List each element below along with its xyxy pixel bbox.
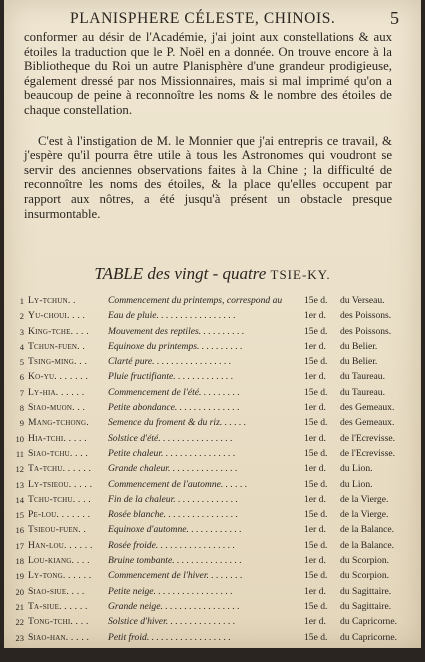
table-title-main: TABLE des vingt - quatre: [94, 264, 267, 283]
term-description: Grande chaleur. . . . . . . . . . . . . . .: [108, 463, 238, 475]
term-degree: 15e d.: [304, 325, 328, 337]
table-row: [4, 632, 421, 647]
zodiac-sign: des Poissons.: [340, 325, 392, 337]
table-row: [4, 616, 421, 631]
zodiac-sign: du Lion.: [340, 463, 373, 475]
table-title-caps: TSIE-KY.: [270, 267, 331, 282]
term-degree: 1er d.: [304, 402, 326, 414]
table-row: [4, 463, 421, 478]
term-number: 15: [15, 510, 24, 521]
term-description: Rosée blanche. . . . . . . . . . . . . . . .: [108, 509, 239, 521]
term-name: Ly-hia. . . . . .: [28, 386, 85, 398]
term-number: 7: [19, 387, 24, 398]
table-row: [4, 417, 421, 432]
term-name: Tchu-tchu. . . .: [28, 493, 91, 505]
term-name: Siao-han. . . . .: [28, 631, 90, 643]
zodiac-sign: du Capricorne.: [340, 631, 398, 643]
term-description: Petite chaleur. . . . . . . . . . . . . . . .: [108, 447, 236, 459]
term-number: 5: [19, 357, 24, 368]
term-degree: 15e d.: [304, 295, 328, 306]
term-degree: 15e d.: [304, 539, 328, 551]
term-degree: 1er d.: [304, 432, 326, 444]
table-row: [4, 326, 421, 341]
term-degree: 15e d.: [304, 600, 328, 612]
term-description: Petit froid. . . . . . . . . . . . . . . . . .: [108, 631, 231, 643]
page-header: [4, 10, 421, 32]
term-description: Commencement de l'automne. . . . . .: [108, 478, 248, 490]
table-row: [4, 601, 421, 616]
zodiac-sign: du Sagittaire.: [340, 585, 392, 597]
term-name: Ko-yu. . . . . . .: [28, 371, 89, 383]
zodiac-sign: de la Vierge.: [340, 509, 389, 521]
zodiac-sign: de l'Ecrevisse.: [340, 432, 396, 444]
term-degree: 15e d.: [304, 631, 328, 643]
zodiac-sign: du Sagittaire.: [340, 600, 392, 612]
term-name: Yu-choui. . . .: [28, 310, 86, 322]
zodiac-sign: de la Balance.: [340, 539, 395, 551]
table-row: [4, 509, 421, 524]
term-degree: 15e d.: [304, 447, 328, 459]
table-row: [4, 555, 421, 570]
term-name: Tong-tchi. . . .: [28, 616, 89, 628]
term-number: 10: [15, 433, 24, 444]
running-title: PLANISPHERE CÉLESTE, CHINOIS.: [70, 10, 336, 27]
term-number: 3: [19, 326, 24, 337]
term-degree: 15e d.: [304, 570, 328, 582]
term-number: 22: [15, 617, 24, 628]
term-degree: 1er d.: [304, 371, 326, 383]
term-description: Rosée froide. . . . . . . . . . . . . . . . .: [108, 539, 236, 551]
term-degree: 1er d.: [304, 340, 326, 352]
table-row: [4, 494, 421, 509]
term-description: Petite abondance. . . . . . . . . . . . . .: [108, 402, 240, 414]
term-description: Bruine tombante. . . . . . . . . . . . . . .: [108, 555, 242, 567]
zodiac-sign: des Poissons.: [340, 310, 392, 322]
term-description: Petite neige. . . . . . . . . . . . . . . . .: [108, 585, 233, 597]
zodiac-sign: du Verseau.: [340, 646, 385, 658]
term-degree: 1er d.: [304, 493, 326, 505]
term-degree: 15e d.: [304, 417, 328, 429]
term-description: Commencement de l'été. . . . . . . . .: [108, 386, 240, 398]
zodiac-sign: du Belier.: [340, 356, 378, 368]
term-degree: 1er d.: [304, 616, 326, 628]
zodiac-sign: des Gemeaux.: [340, 402, 395, 414]
term-name: Lou-kiang. . . .: [28, 555, 90, 567]
table-row: [4, 647, 421, 662]
term-number: 11: [15, 448, 24, 459]
term-degree: 1er d.: [304, 646, 326, 658]
term-description: Grand froid. . . . . . . . . . . . . . . . .: [108, 646, 233, 658]
term-name: Tsieou-fuen. .: [28, 524, 86, 536]
paragraph: C'est à l'instigation de M. le Monnier que j'ai entrepris ce travail, & j'espère qu'il pourra être utile à tous les Astronomes qui voudront se servir des anciennes observations faites à la Chine ; la difficulté de reconnoître les noms des étoiles, & la place qu'elles occupent par rapport aux nôtres, a été jusqu'à présent un obstacle presque insurmontable.: [24, 133, 392, 221]
term-degree: 1er d.: [304, 310, 326, 322]
term-name: Ly-tong. . . . . .: [28, 570, 92, 582]
term-name: Tsing-ming. . .: [28, 356, 88, 368]
term-name: Siao-siue. . . .: [28, 585, 85, 597]
table-row: [4, 540, 421, 555]
term-degree: 15e d.: [304, 356, 328, 368]
table-row: [4, 402, 421, 417]
term-name: Ta-han. . . . . . .: [28, 646, 93, 658]
zodiac-sign: de la Balance.: [340, 524, 395, 536]
term-description: Solstice d'été. . . . . . . . . . . . . . . .: [108, 432, 233, 444]
term-name: Ly-tchun. .: [28, 295, 76, 306]
term-number: 20: [15, 586, 24, 597]
term-degree: 15e d.: [304, 386, 328, 398]
table-row: [4, 341, 421, 356]
term-degree: 1er d.: [304, 555, 326, 567]
term-number: 4: [19, 341, 24, 352]
page-number: 5: [390, 8, 399, 28]
term-number: 12: [15, 464, 24, 475]
term-name: King-tche. . . .: [28, 325, 89, 337]
table-row: [4, 479, 421, 494]
term-name: Pe-lou. . . . . . .: [28, 509, 91, 521]
term-degree: 15e d.: [304, 509, 328, 521]
table-row: [4, 310, 421, 325]
table-row: [4, 356, 421, 371]
zodiac-sign: des Gemeaux.: [340, 417, 395, 429]
table-row: [4, 524, 421, 539]
term-number: 2: [19, 311, 24, 322]
term-name: Hia-tchi. . . . .: [28, 432, 87, 444]
paragraph: conformer au désir de l'Académie, j'ai joint aux constellations & aux étoiles la traduction que le P. Noël en a donnée. On trouve encore à la Bibliotheque du Roi un autre Planisphère d'une grandeur prodigieuse, également dressé par nos Missionnaires, mais si mal imprimé qu'on a beaucoup de peine à reconnoître les noms & le nombre des étoiles de chaque constellation.: [24, 30, 392, 117]
term-description: Equinoxe du printemps. . . . . . . . . .: [108, 340, 243, 352]
term-description: Commencement du printemps, correspond au: [108, 295, 283, 306]
term-description: Clarté pure. . . . . . . . . . . . . . . . .: [108, 356, 232, 368]
term-number: 23: [15, 632, 24, 643]
table-title: [4, 264, 421, 284]
term-description: Commencement de l'hiver. . . . . . . .: [108, 570, 243, 582]
term-name: Mang-tchong.: [28, 417, 89, 429]
body-text: [24, 30, 392, 221]
solar-terms-table: [4, 295, 421, 662]
zodiac-sign: du Capricorne.: [340, 616, 398, 628]
table-row: [4, 586, 421, 601]
table-row: [4, 387, 421, 402]
table-row: [4, 371, 421, 386]
zodiac-sign: du Lion.: [340, 478, 373, 490]
zodiac-sign: du Scorpion.: [340, 570, 390, 582]
term-description: Eau de pluie. . . . . . . . . . . . . . . . .: [108, 310, 236, 322]
table-row: [4, 433, 421, 448]
term-description: Solstice d'hiver. . . . . . . . . . . . . . .: [108, 616, 236, 628]
term-name: Tchun-fuen. .: [28, 340, 85, 352]
term-degree: 1er d.: [304, 524, 326, 536]
zodiac-sign: du Verseau.: [340, 295, 385, 306]
table-row: [4, 448, 421, 463]
term-description: Pluie fructifiante. . . . . . . . . . . . .: [108, 371, 234, 383]
term-name: Ly-tsieou. . . . .: [28, 478, 93, 490]
term-number: 24: [15, 647, 24, 658]
term-number: 21: [15, 601, 24, 612]
table-row: [4, 570, 421, 585]
term-degree: 1er d.: [304, 463, 326, 475]
table-row: [4, 295, 421, 310]
term-number: 16: [15, 525, 24, 536]
term-description: Semence du froment & du riz. . . . . .: [108, 417, 247, 429]
term-number: 6: [19, 372, 24, 383]
term-name: Ta-tchu. . . . . .: [28, 463, 92, 475]
term-number: 8: [19, 403, 24, 414]
term-number: 14: [15, 494, 24, 505]
term-number: 17: [15, 540, 24, 551]
term-description: Fin de la chaleur. . . . . . . . . . . . . .: [108, 493, 239, 505]
term-description: Mouvement des reptiles. . . . . . . . . .: [108, 325, 245, 337]
zodiac-sign: du Taureau.: [340, 386, 385, 398]
term-name: Ta-siue. . . . . .: [28, 600, 88, 612]
zodiac-sign: du Scorpion.: [340, 555, 390, 567]
zodiac-sign: de l'Ecrevisse.: [340, 447, 396, 459]
term-description: Grande neige. . . . . . . . . . . . . . . . .: [108, 600, 240, 612]
book-page: [4, 0, 421, 658]
zodiac-sign: de la Vierge.: [340, 493, 389, 505]
term-name: Siao-tchu. . . .: [28, 447, 89, 459]
term-degree: 1er d.: [304, 585, 326, 597]
zodiac-sign: du Belier.: [340, 340, 378, 352]
term-number: 19: [15, 571, 24, 582]
term-degree: 15e d.: [304, 478, 328, 490]
term-name: Han-lou. . . . . .: [28, 539, 93, 551]
zodiac-sign: du Taureau.: [340, 371, 385, 383]
term-number: 9: [19, 418, 24, 429]
term-number: 1: [19, 296, 24, 306]
term-number: 13: [15, 479, 24, 490]
term-name: Siao-muon. . .: [28, 402, 86, 414]
term-number: 18: [15, 556, 24, 567]
term-description: Equinoxe d'automne. . . . . . . . . . . .: [108, 524, 242, 536]
